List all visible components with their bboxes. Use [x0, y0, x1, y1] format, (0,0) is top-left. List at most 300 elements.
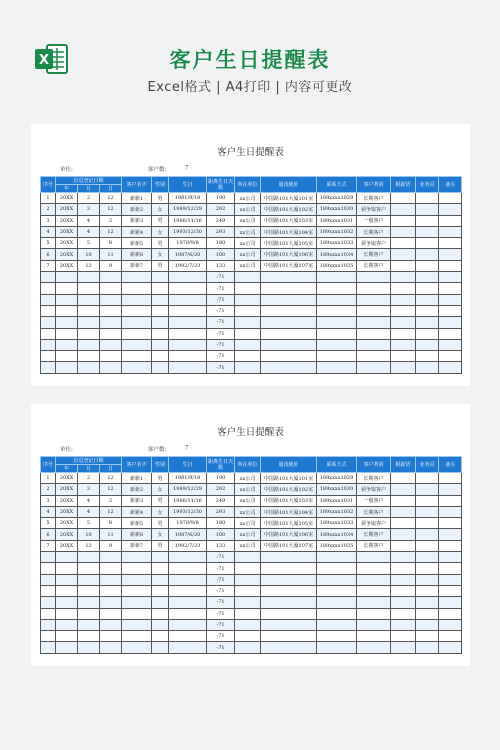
col-year: 年 — [56, 465, 78, 473]
table-cell — [317, 608, 357, 619]
table-cell: 中国路101大厦103室 — [261, 215, 317, 226]
table-cell: 12 — [78, 260, 100, 271]
table-cell: 男 — [152, 495, 169, 506]
table-cell — [357, 283, 391, 294]
table-cell — [122, 351, 152, 362]
table-cell — [100, 294, 122, 305]
table-cell: xx公司 — [235, 193, 261, 204]
table-cell — [317, 362, 357, 373]
table-cell — [317, 552, 357, 563]
table-cell: 4 — [78, 506, 100, 517]
table-cell — [261, 608, 317, 619]
table-cell: 4 — [78, 495, 100, 506]
table-cell — [235, 552, 261, 563]
table-cell — [357, 631, 391, 642]
table-cell — [391, 518, 416, 529]
table-cell: 20XX — [56, 473, 78, 484]
table-cell — [439, 283, 462, 294]
page-subtitle: Excel格式 | A4打印 | 内容可更改 — [147, 80, 353, 95]
table-cell — [439, 631, 462, 642]
table-cell — [391, 294, 416, 305]
table-cell: 7 — [41, 260, 56, 271]
col-address: 通讯地址 — [261, 457, 317, 473]
table-cell — [122, 585, 152, 596]
table-cell — [152, 317, 169, 328]
sheet-preview-1 — [31, 124, 470, 386]
table-cell — [261, 585, 317, 596]
table-cell: 9 — [100, 260, 122, 271]
table-cell — [152, 585, 169, 596]
table-cell: 189xxxx1030 — [317, 204, 357, 215]
table-cell — [56, 362, 78, 373]
table-cell: 189xxxx1034 — [317, 249, 357, 260]
table-row — [41, 193, 462, 204]
table-cell: 180 — [207, 518, 235, 529]
table-cell — [41, 619, 56, 630]
table-cell — [439, 563, 462, 574]
table-cell — [152, 283, 169, 294]
table-cell — [100, 608, 122, 619]
table-cell: 5 — [41, 518, 56, 529]
table-cell: 1978/9/8 — [169, 238, 207, 249]
col-address: 通讯地址 — [261, 177, 317, 193]
table-cell — [261, 294, 317, 305]
table-cell: 中国路101大厦106室 — [261, 249, 317, 260]
table-cell: 190 — [207, 473, 235, 484]
table-cell: -71 — [207, 317, 235, 328]
table-cell — [391, 215, 416, 226]
sheet-preview-2 — [31, 404, 470, 666]
table-cell — [122, 294, 152, 305]
empty-table-row — [41, 328, 462, 339]
table-cell — [56, 597, 78, 608]
table-cell — [41, 317, 56, 328]
table-cell — [317, 339, 357, 350]
table-cell — [122, 339, 152, 350]
page-title: 客户生日提醒表 — [169, 48, 331, 72]
table-cell — [41, 272, 56, 283]
table-cell: 一般客户 — [357, 215, 391, 226]
col-days-left: 距离生日天数 — [208, 178, 234, 191]
table-cell — [152, 294, 169, 305]
table-cell — [100, 317, 122, 328]
table-cell — [169, 642, 207, 653]
table-cell — [416, 294, 439, 305]
table-cell — [439, 339, 462, 350]
table-cell — [439, 473, 462, 484]
table-cell — [439, 238, 462, 249]
table-cell: -71 — [207, 563, 235, 574]
table-cell — [169, 339, 207, 350]
table-cell — [56, 619, 78, 630]
table-cell — [152, 362, 169, 373]
table-cell — [391, 642, 416, 653]
table-cell — [317, 294, 357, 305]
empty-table-row — [41, 574, 462, 585]
table-cell: 须争取客户 — [357, 238, 391, 249]
table-cell — [122, 328, 152, 339]
table-cell — [100, 339, 122, 350]
table-cell: -71 — [207, 294, 235, 305]
table-cell — [78, 351, 100, 362]
table-cell: 8 — [100, 518, 122, 529]
table-cell — [357, 597, 391, 608]
table-cell — [357, 563, 391, 574]
table-cell: 新新5 — [122, 518, 152, 529]
table-cell — [416, 193, 439, 204]
col-month: 月 — [78, 465, 100, 473]
table-cell: xx公司 — [235, 473, 261, 484]
table-cell — [56, 305, 78, 316]
table-cell — [391, 552, 416, 563]
table-cell: 中国路101大厦107室 — [261, 540, 317, 551]
table-cell: xx公司 — [235, 260, 261, 271]
table-cell: 中国路101大厦106室 — [261, 529, 317, 540]
table-cell — [41, 305, 56, 316]
table-cell: 2 — [100, 495, 122, 506]
table-cell: -71 — [207, 631, 235, 642]
table-cell — [261, 631, 317, 642]
table-cell: xx公司 — [235, 238, 261, 249]
table-cell — [235, 317, 261, 328]
table-cell: 男 — [152, 215, 169, 226]
table-cell — [235, 608, 261, 619]
table-cell — [439, 484, 462, 495]
col-staff: 业务员 — [416, 457, 439, 473]
table-cell: -71 — [207, 608, 235, 619]
table-cell: -71 — [207, 362, 235, 373]
table-cell — [317, 283, 357, 294]
table-cell — [41, 339, 56, 350]
col-month: 月 — [78, 185, 100, 193]
table-cell: 3 — [41, 495, 56, 506]
table-cell: 中国路101大厦107室 — [261, 260, 317, 271]
table-cell — [122, 283, 152, 294]
table-cell — [235, 283, 261, 294]
table-cell — [261, 339, 317, 350]
table-cell: 5 — [78, 238, 100, 249]
table-cell — [439, 226, 462, 237]
table-cell: 292 — [207, 484, 235, 495]
table-cell: xx公司 — [235, 518, 261, 529]
sheet-title: 客户生日提醒表 — [217, 427, 284, 438]
table-cell — [391, 226, 416, 237]
table-cell — [122, 631, 152, 642]
table-cell — [152, 619, 169, 630]
table-cell — [416, 585, 439, 596]
table-cell: 长期客户 — [357, 506, 391, 517]
table-cell — [78, 317, 100, 328]
table-cell — [56, 339, 78, 350]
table-cell — [78, 608, 100, 619]
table-cell — [56, 351, 78, 362]
table-cell: 8 — [100, 238, 122, 249]
empty-table-row — [41, 317, 462, 328]
table-cell — [439, 642, 462, 653]
col-gender: 性别 — [152, 457, 169, 473]
table-cell: 5 — [78, 518, 100, 529]
table-cell — [152, 552, 169, 563]
table-cell — [439, 574, 462, 585]
table-cell: 20XX — [56, 226, 78, 237]
empty-table-row — [41, 563, 462, 574]
table-cell — [317, 317, 357, 328]
unit-label: 单位: — [60, 447, 73, 453]
table-cell: 12 — [100, 226, 122, 237]
table-cell: 长期客户 — [357, 226, 391, 237]
table-cell: 长期客户 — [357, 260, 391, 271]
table-cell: 1986/11/16 — [169, 495, 207, 506]
table-cell: 新新3 — [122, 215, 152, 226]
table-cell: 292 — [207, 204, 235, 215]
table-cell — [122, 619, 152, 630]
table-cell — [56, 631, 78, 642]
table-cell: -71 — [207, 339, 235, 350]
table-cell — [416, 552, 439, 563]
table-cell — [100, 552, 122, 563]
table-cell: 2 — [78, 193, 100, 204]
table-cell — [439, 619, 462, 630]
empty-table-row — [41, 619, 462, 630]
table-cell — [439, 608, 462, 619]
table-cell: 3 — [78, 484, 100, 495]
table-cell: 2 — [100, 215, 122, 226]
table-cell: 100 — [207, 529, 235, 540]
table-cell — [416, 215, 439, 226]
table-cell — [41, 608, 56, 619]
table-cell: 中国路101大厦104室 — [261, 226, 317, 237]
table-cell — [152, 608, 169, 619]
table-cell — [416, 351, 439, 362]
table-cell: 293 — [207, 506, 235, 517]
table-cell: 11 — [100, 529, 122, 540]
table-cell — [169, 574, 207, 585]
empty-table-row — [41, 552, 462, 563]
table-cell: 20XX — [56, 484, 78, 495]
table-cell — [357, 574, 391, 585]
table-cell — [357, 339, 391, 350]
table-cell — [56, 294, 78, 305]
table-cell — [122, 272, 152, 283]
table-cell — [317, 619, 357, 630]
table-cell — [439, 529, 462, 540]
table-cell — [100, 283, 122, 294]
table-cell: 189xxxx1035 — [317, 540, 357, 551]
table-cell — [235, 272, 261, 283]
table-cell — [439, 260, 462, 271]
table-cell — [78, 597, 100, 608]
table-cell — [439, 305, 462, 316]
table-cell: 180 — [207, 238, 235, 249]
table-cell — [78, 272, 100, 283]
table-cell: 1981/9/18 — [169, 473, 207, 484]
table-cell: 女 — [152, 226, 169, 237]
table-cell — [100, 272, 122, 283]
table-cell — [357, 294, 391, 305]
table-cell: 4 — [41, 506, 56, 517]
table-cell: 4 — [78, 215, 100, 226]
table-cell: 20XX — [56, 249, 78, 260]
table-cell — [152, 631, 169, 642]
table-cell — [41, 362, 56, 373]
table-cell — [235, 574, 261, 585]
col-day: 日 — [100, 465, 122, 473]
col-seq: 序号 — [41, 177, 56, 193]
table-cell — [41, 597, 56, 608]
table-cell — [317, 585, 357, 596]
table-cell: 20XX — [56, 506, 78, 517]
table-cell — [235, 631, 261, 642]
table-cell — [100, 305, 122, 316]
table-cell — [261, 552, 317, 563]
col-category: 客户类别 — [357, 177, 391, 193]
col-company: 所在单位 — [235, 457, 261, 473]
table-cell — [152, 272, 169, 283]
table-cell: 6 — [41, 249, 56, 260]
col-gift: 根据语 — [391, 457, 416, 473]
table-cell: 新新1 — [122, 193, 152, 204]
table-cell: 189xxxx1029 — [317, 193, 357, 204]
table-cell — [56, 328, 78, 339]
table-cell — [416, 283, 439, 294]
table-cell — [391, 619, 416, 630]
table-cell — [78, 283, 100, 294]
table-cell — [78, 619, 100, 630]
table-cell: -71 — [207, 272, 235, 283]
table-cell — [261, 362, 317, 373]
table-cell — [235, 294, 261, 305]
table-cell — [122, 362, 152, 373]
table-cell — [56, 574, 78, 585]
table-cell: 2 — [78, 473, 100, 484]
table-cell — [261, 351, 317, 362]
col-birthday: 生日 — [169, 457, 207, 473]
table-cell — [56, 283, 78, 294]
table-cell — [41, 631, 56, 642]
table-cell: 4 — [78, 226, 100, 237]
table-cell: xx公司 — [235, 215, 261, 226]
table-cell: -71 — [207, 597, 235, 608]
table-cell: 100 — [207, 249, 235, 260]
col-days-left: 距离生日天数 — [208, 458, 234, 471]
empty-table-row — [41, 339, 462, 350]
table-cell — [41, 642, 56, 653]
customer-count-label: 客户数: — [148, 167, 167, 173]
table-cell: -71 — [207, 351, 235, 362]
table-cell — [416, 226, 439, 237]
table-row — [41, 249, 462, 260]
table-cell — [317, 563, 357, 574]
col-category: 客户类别 — [357, 457, 391, 473]
table-cell: 133 — [207, 540, 235, 551]
table-cell: 长期客户 — [357, 249, 391, 260]
table-cell — [169, 597, 207, 608]
table-cell: 1992/7/23 — [169, 540, 207, 551]
table-cell — [416, 328, 439, 339]
table-cell — [416, 305, 439, 316]
table-cell — [439, 351, 462, 362]
table-cell — [439, 597, 462, 608]
table-cell: 中国路101大厦104室 — [261, 506, 317, 517]
table-cell: 中国路101大厦101室 — [261, 193, 317, 204]
table-cell — [100, 563, 122, 574]
col-name: 客户名字 — [122, 457, 152, 473]
table-cell: 长期客户 — [357, 529, 391, 540]
table-cell: -71 — [207, 552, 235, 563]
empty-table-row — [41, 351, 462, 362]
table-cell — [391, 249, 416, 260]
table-cell — [391, 238, 416, 249]
table-cell: 1 — [41, 473, 56, 484]
table-cell — [261, 597, 317, 608]
table-cell — [78, 328, 100, 339]
table-cell — [439, 294, 462, 305]
table-cell — [391, 317, 416, 328]
table-cell — [317, 631, 357, 642]
table-cell — [416, 484, 439, 495]
table-cell — [152, 574, 169, 585]
table-cell — [317, 597, 357, 608]
table-cell — [235, 351, 261, 362]
col-birthday: 生日 — [169, 177, 207, 193]
table-cell — [152, 642, 169, 653]
table-cell — [391, 529, 416, 540]
table-cell: 1993/12/30 — [169, 226, 207, 237]
table-cell — [416, 249, 439, 260]
table-cell: 4 — [41, 226, 56, 237]
table-cell — [122, 552, 152, 563]
table-cell: 须争取客户 — [357, 484, 391, 495]
table-cell — [169, 294, 207, 305]
table-cell: 新新7 — [122, 540, 152, 551]
table-cell — [78, 642, 100, 653]
table-cell — [439, 585, 462, 596]
col-name: 客户名字 — [122, 177, 152, 193]
table-cell — [261, 574, 317, 585]
table-cell: 189xxxx1029 — [317, 473, 357, 484]
table-cell — [56, 585, 78, 596]
table-cell: 中国路101大厦105室 — [261, 238, 317, 249]
table-cell — [317, 642, 357, 653]
table-cell: 20XX — [56, 215, 78, 226]
col-gender: 性别 — [152, 177, 169, 193]
table-cell — [235, 339, 261, 350]
table-cell: xx公司 — [235, 506, 261, 517]
col-year: 年 — [56, 185, 78, 193]
empty-table-row — [41, 305, 462, 316]
table-cell: 12 — [100, 473, 122, 484]
table-cell: 189xxxx1034 — [317, 529, 357, 540]
table-cell — [78, 574, 100, 585]
table-cell — [235, 563, 261, 574]
table-cell — [100, 585, 122, 596]
table-cell: -71 — [207, 585, 235, 596]
table-cell — [235, 619, 261, 630]
table-cell: 20XX — [56, 540, 78, 551]
table-cell: 9 — [100, 540, 122, 551]
table-cell — [439, 552, 462, 563]
table-cell — [391, 585, 416, 596]
table-cell — [122, 597, 152, 608]
table-cell — [152, 339, 169, 350]
table-cell — [78, 362, 100, 373]
table-cell — [56, 563, 78, 574]
table-cell — [439, 317, 462, 328]
table-cell — [439, 328, 462, 339]
col-seq: 序号 — [41, 457, 56, 473]
customer-count-label: 客户数: — [148, 447, 167, 453]
table-row — [41, 506, 462, 517]
